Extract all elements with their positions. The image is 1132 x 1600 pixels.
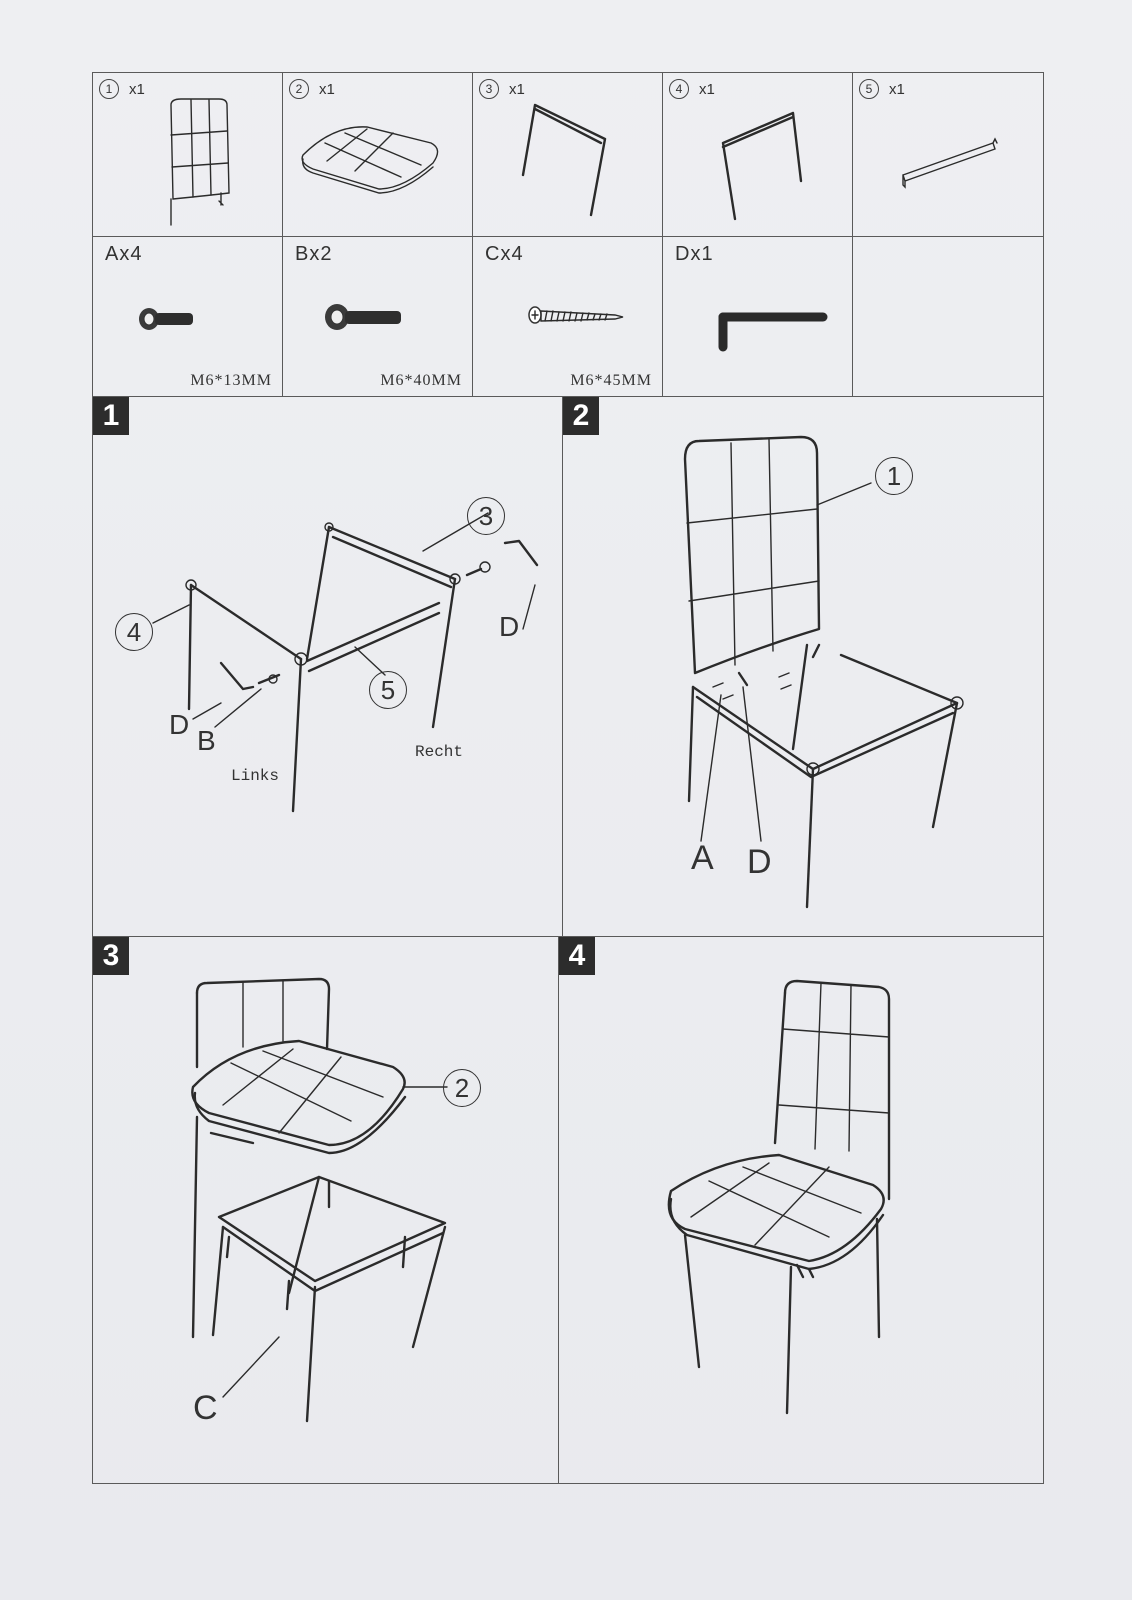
callout-part-3: 3	[467, 497, 505, 535]
allen-key-icon	[663, 237, 853, 397]
callout-part-5: 5	[369, 671, 407, 709]
step-number: 1	[93, 397, 129, 435]
label-right-side: Recht	[415, 743, 464, 761]
label-key-d: D	[169, 709, 190, 740]
part-cell-2	[283, 73, 473, 237]
hardware-cell-b	[283, 237, 473, 397]
part-cell-5	[853, 73, 1043, 237]
label-left-side: Links	[231, 767, 280, 785]
label-screw-c: C	[193, 1389, 218, 1427]
step-2-panel	[563, 397, 1043, 937]
step-4-panel	[559, 937, 1043, 1483]
hardware-size: M6*45MM	[570, 372, 652, 389]
step-1-drawing	[93, 397, 563, 937]
part-number: 1	[99, 79, 119, 99]
hardware-size: M6*13MM	[190, 372, 272, 389]
label-bolt-a: A	[691, 839, 714, 877]
callout-part-4: 4	[115, 613, 153, 651]
label-bolt-b: B	[197, 725, 216, 756]
part-number: 2	[289, 79, 309, 99]
hardware-size: M6*40MM	[380, 372, 462, 389]
hardware-cell-d	[663, 237, 853, 397]
hardware-cell-a	[93, 237, 283, 397]
seat-cushion-icon	[283, 73, 473, 237]
part-cell-1	[93, 73, 283, 237]
part-cell-3	[473, 73, 663, 237]
front-leg-frame-icon	[473, 73, 663, 237]
part-number: 5	[859, 79, 879, 99]
part-quantity: x1	[509, 80, 525, 98]
step-number: 4	[559, 937, 595, 975]
step-number: 3	[93, 937, 129, 975]
hardware-code: Ax4	[105, 243, 143, 265]
part-quantity: x1	[319, 80, 335, 98]
label-key-d: D	[747, 843, 772, 881]
rear-leg-frame-icon	[663, 73, 853, 237]
hardware-code: Cx4	[485, 243, 524, 265]
step-2-drawing	[563, 397, 1043, 937]
step-3-panel	[93, 937, 559, 1483]
hardware-cell-empty	[853, 237, 1043, 397]
part-number: 4	[669, 79, 689, 99]
crossbar-icon	[853, 73, 1043, 237]
hardware-cell-c	[473, 237, 663, 397]
label-key-d: D	[499, 611, 520, 642]
part-number: 3	[479, 79, 499, 99]
hardware-code: Bx2	[295, 243, 333, 265]
step-3-drawing	[93, 937, 559, 1483]
step-4-drawing	[559, 937, 1043, 1483]
step-number: 2	[563, 397, 599, 435]
part-quantity: x1	[889, 80, 905, 98]
hardware-code: Dx1	[675, 243, 714, 265]
parts-table	[92, 72, 1044, 1484]
chair-back-panel-icon	[93, 73, 283, 237]
part-quantity: x1	[699, 80, 715, 98]
step-1-panel	[93, 397, 563, 937]
callout-part-1: 1	[875, 457, 913, 495]
callout-part-2: 2	[443, 1069, 481, 1107]
part-cell-4	[663, 73, 853, 237]
part-quantity: x1	[129, 80, 145, 98]
